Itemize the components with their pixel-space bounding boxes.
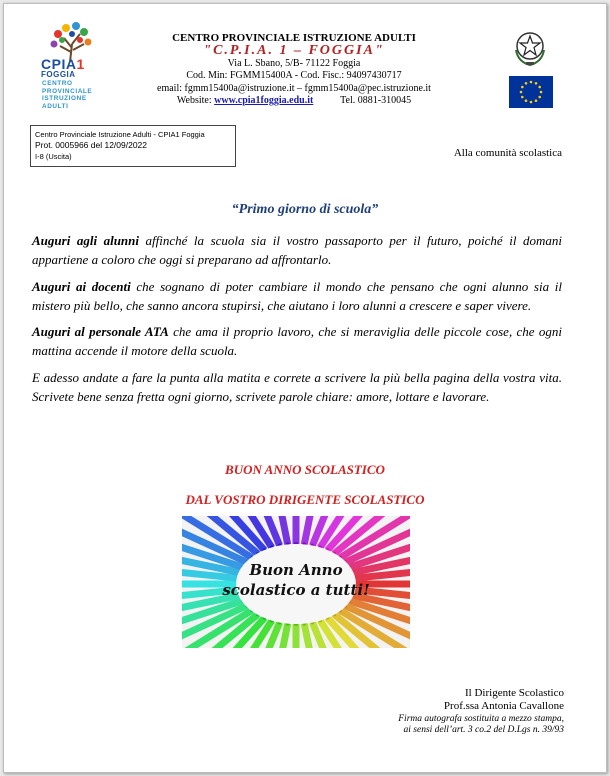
- protocol-org: Centro Provinciale Istruzione Adulti - CPIA1 Foggia: [35, 130, 205, 139]
- header-codes: Cod. Min: FGMM15400A - Cod. Fisc.: 94097430717: [186, 70, 402, 82]
- greeting-line-1: BUON ANNO SCOLASTICO: [225, 462, 385, 477]
- signature-block: [398, 687, 564, 737]
- logo-city: FOGGIA: [41, 70, 76, 79]
- paragraph-closing: E adesso andate a fare la punta alla matita e correte a scrivere la più bella pagina della vostra vita. Scrivete bene senza fretta ogni giorno, scrivete parole chiare: amore, lottare e lavorare.: [32, 369, 562, 405]
- letterhead: [134, 32, 454, 107]
- colored-pencils-image: [182, 516, 410, 648]
- greeting-line-2: DAL VOSTRO DIRIGENTE SCOLASTICO: [185, 492, 425, 507]
- protocol-category: I-8 (Uscita): [35, 152, 72, 161]
- paragraph-staff: Auguri al personale ATA che ama il proprio lavoro, che si meraviglia delle piccole cose, che ogni mattina accende il motore della scuola.: [32, 324, 562, 359]
- protocol-stamp: [30, 125, 236, 167]
- signature-role: Il Dirigente Scolastico: [465, 687, 564, 699]
- signature-name: Prof.ssa Antonia Cavallone: [443, 699, 564, 712]
- header-address: Via L. Sbano, 5/B- 71122 Foggia: [227, 58, 361, 70]
- logo-wordmark: CPIA1: [41, 56, 85, 72]
- header-email: email: fgmm15400a@istruzione.it – fgmm15400a@pec.istruzione.it: [157, 82, 431, 94]
- logo-subtitle: CENTRO PROVINCIALE ISTRUZIONE ADULTI: [42, 80, 93, 110]
- protocol-number: Prot. 0005966 del 12/09/2022: [35, 140, 148, 150]
- website-link[interactable]: www.cpia1foggia.edu.it: [214, 94, 314, 106]
- header-school-name: "C.P.I.A. 1 – FOGGIA": [203, 43, 385, 59]
- website-label: Website:: [176, 94, 212, 106]
- document-page: [3, 3, 607, 773]
- recipient: Alla comunità scolastica: [453, 147, 562, 159]
- paragraph-teachers: Auguri ai docenti che sognano di poter cambiare il mondo che pensano che ogni alunno sia il mistero più bello, che sanno ancora stupirsi, che aiutano i loro alunni a crescere e saper vivere.: [32, 278, 562, 313]
- header-web-row: [134, 95, 454, 107]
- eu-flag-icon: [509, 76, 553, 108]
- signature-note: Firma autografa sostituita a mezzo stampa, ai sensi dell’art. 3 co.2 del D.Lgs n. 39/93: [398, 713, 564, 736]
- italian-republic-emblem-icon: [512, 28, 548, 68]
- letter-title: “Primo giorno di scuola”: [231, 202, 379, 217]
- letter-body: [32, 231, 562, 413]
- header-phone: Tel. 0881-310045: [340, 94, 412, 106]
- header-org: CENTRO PROVINCIALE ISTRUZIONE ADULTI: [172, 32, 416, 44]
- paragraph-students: Auguri agli alunni affinché la scuola sia il vostro passaporto per il futuro, poiché il domani appartiene a coloro che oggi si preparano ad affrontarlo.: [32, 233, 562, 268]
- picture-caption: Buon Anno scolastico a tutti!: [222, 561, 370, 599]
